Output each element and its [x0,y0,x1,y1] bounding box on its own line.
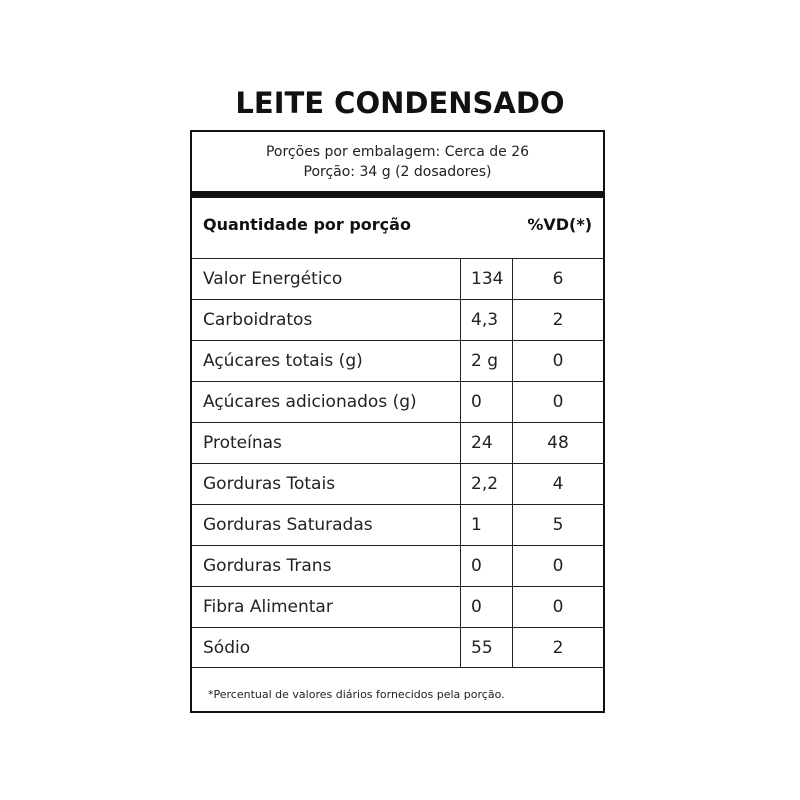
daily-value-label: %VD(*) [527,215,592,234]
serving-size: Porção: 34 g (2 dosadores) [303,164,492,180]
nutrient-amount: 0 [460,546,512,586]
table-row [192,463,603,504]
nutrient-amount: 134 [460,259,512,299]
nutrient-name: Sódio [203,637,251,658]
table-row [192,586,603,627]
table-row [192,627,603,668]
nutrient-name: Açúcares totais (g) [203,351,363,371]
nutrition-facts-table [190,130,605,713]
table-row [192,422,603,463]
nutrient-name: Gorduras Trans [203,556,332,576]
nutrient-name: Gorduras Totais [203,474,336,494]
serving-info [192,142,603,182]
footnote: *Percentual de valores diários fornecidos pela porção. [208,688,505,701]
table-row [192,545,603,586]
product-title: LEITE CONDENSADO [235,86,565,120]
nutrient-vd: 2 [512,300,603,340]
nutrient-vd: 2 [512,628,603,667]
nutrient-amount: 2 g [460,341,512,381]
nutrient-name: Valor Energético [203,269,343,289]
nutrient-name: Carboidratos [203,310,313,330]
table-row [192,258,603,299]
nutrient-name: Fibra Alimentar [203,597,333,617]
nutrient-amount: 1 [460,505,512,545]
nutrient-vd: 4 [512,464,603,504]
nutrient-amount: 0 [460,382,512,422]
nutrient-amount: 24 [460,423,512,463]
nutrient-vd: 48 [512,423,603,463]
nutrient-amount: 2,2 [460,464,512,504]
thick-divider [192,191,603,198]
table-row [192,299,603,340]
servings-per-package: Porções por embalagem: Cerca de 26 [265,144,530,160]
column-header-row [192,198,603,257]
nutrient-amount: 0 [460,587,512,627]
nutrient-vd: 0 [512,341,603,381]
nutrient-amount: 4,3 [460,300,512,340]
table-row [192,340,603,381]
nutrient-vd: 6 [512,259,603,299]
table-row [192,381,603,422]
nutrient-name: Gorduras Saturadas [203,515,373,535]
nutrient-rows [192,258,603,668]
quantity-per-serving-label: Quantidade por porção [203,215,411,234]
table-row [192,504,603,545]
nutrient-name: Açúcares adicionados (g) [203,392,417,412]
nutrient-vd: 0 [512,382,603,422]
nutrient-vd: 5 [512,505,603,545]
nutrient-name: Proteínas [203,433,282,453]
nutrient-vd: 0 [512,546,603,586]
nutrient-vd: 0 [512,587,603,627]
nutrient-amount: 55 [460,628,512,667]
